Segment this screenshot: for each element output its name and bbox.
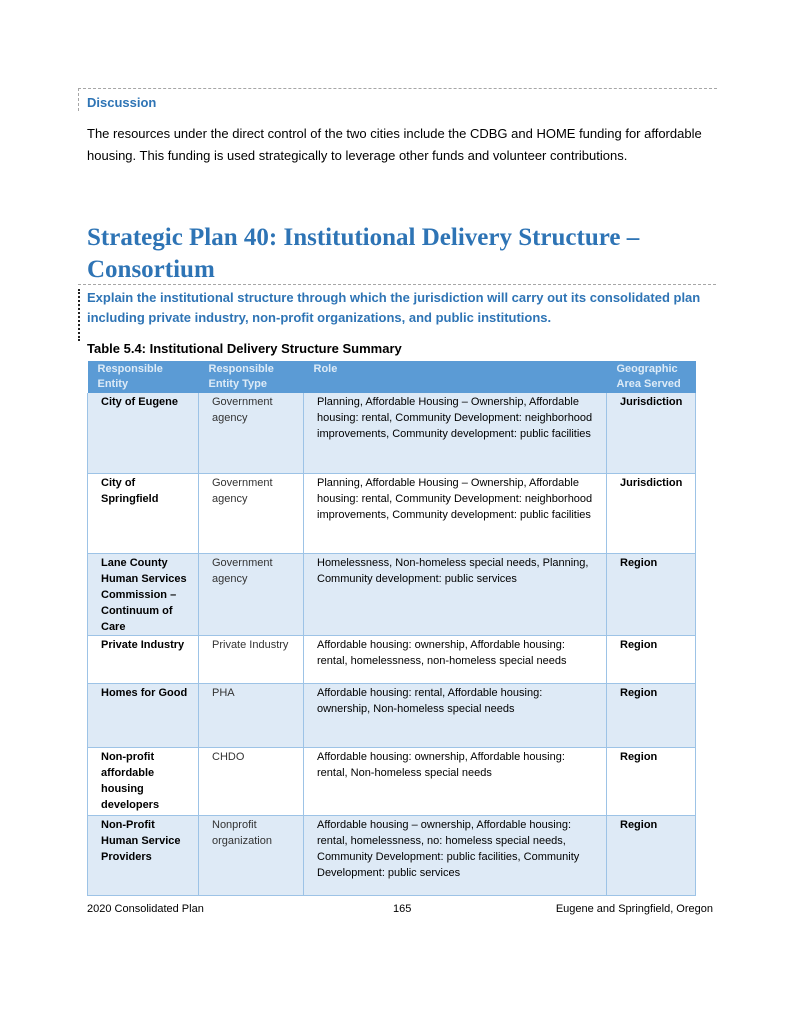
cell-entity-type: Private Industry <box>199 635 304 683</box>
cell-entity: Lane County Human Services Commission – Continuum of Care <box>88 553 199 635</box>
cell-entity-type: Nonprofit organization <box>199 815 304 895</box>
cell-role: Planning, Affordable Housing – Ownership, Affordable housing: rental, Community Development: neighborhood improvements, Community development: public facilities <box>304 473 607 553</box>
table-row <box>88 815 696 895</box>
table-row <box>88 747 696 815</box>
cell-area: Region <box>607 635 696 683</box>
section-heading: Strategic Plan 40: Institutional Delivery Structure – Consortium <box>87 224 640 283</box>
cell-area: Region <box>607 815 696 895</box>
cell-area: Region <box>607 683 696 747</box>
cell-entity: City of Springfield <box>88 473 199 553</box>
header-responsible-entity: Responsible Entity <box>88 361 199 393</box>
cell-entity: Private Industry <box>88 635 199 683</box>
cell-role: Homelessness, Non-homeless special needs, Planning, Community development: public services <box>304 553 607 635</box>
cell-entity: Non-Profit Human Service Providers <box>88 815 199 895</box>
cell-area: Jurisdiction <box>607 393 696 473</box>
table-caption: Table 5.4: Institutional Delivery Structure Summary <box>87 341 402 356</box>
footer-document-title: 2020 Consolidated Plan <box>87 903 204 915</box>
table-row <box>88 393 696 473</box>
discussion-text: The resources under the direct control of the two cities include the CDBG and HOME funding for affordable housing. This funding is used strategically to leverage other funds and volunteer contributions. <box>87 126 702 163</box>
cell-entity-type: Government agency <box>199 393 304 473</box>
cell-role: Affordable housing – ownership, Affordable housing: rental, homelessness, no: homeless special needs, Community Development: public facilities, Community Development: public services <box>304 815 607 895</box>
discussion-title: Discussion <box>87 95 157 110</box>
header-entity-type: Responsible Entity Type <box>199 361 304 393</box>
cell-role: Affordable housing: ownership, Affordable housing: rental, homelessness, non-homeless special needs <box>304 635 607 683</box>
table-row <box>88 683 696 747</box>
table-row <box>88 553 696 635</box>
cell-area: Jurisdiction <box>607 473 696 553</box>
cell-role: Affordable housing: rental, Affordable housing: ownership, Non-homeless special needs <box>304 683 607 747</box>
cell-entity-type: Government agency <box>199 553 304 635</box>
discussion-frame <box>78 88 717 111</box>
cell-entity: City of Eugene <box>88 393 199 473</box>
cell-entity-type: Government agency <box>199 473 304 553</box>
cell-entity-type: CHDO <box>199 747 304 815</box>
section-question: Explain the institutional structure through which the jurisdiction will carry out its consolidated plan including private industry, non-profit organizations, and public institutions. <box>87 290 701 325</box>
table-row <box>88 473 696 553</box>
cell-role: Affordable housing: ownership, Affordable housing: rental, Non-homeless special needs <box>304 747 607 815</box>
cell-entity: Non-profit affordable housing developers <box>88 747 199 815</box>
table-row <box>88 635 696 683</box>
question-marker <box>78 289 80 341</box>
table-header-row <box>88 361 696 393</box>
footer-page-number: 165 <box>393 903 412 915</box>
footer-jurisdiction: Eugene and Springfield, Oregon <box>555 903 713 915</box>
institutional-delivery-table <box>87 361 696 896</box>
header-role: Role <box>304 361 607 393</box>
cell-entity-type: PHA <box>199 683 304 747</box>
cell-entity: Homes for Good <box>88 683 199 747</box>
header-geographic-area: Geographic Area Served <box>607 361 696 393</box>
cell-area: Region <box>607 553 696 635</box>
cell-role: Planning, Affordable Housing – Ownership, Affordable housing: rental, Community Development: neighborhood improvements, Community development: public facilities <box>304 393 607 473</box>
cell-area: Region <box>607 747 696 815</box>
